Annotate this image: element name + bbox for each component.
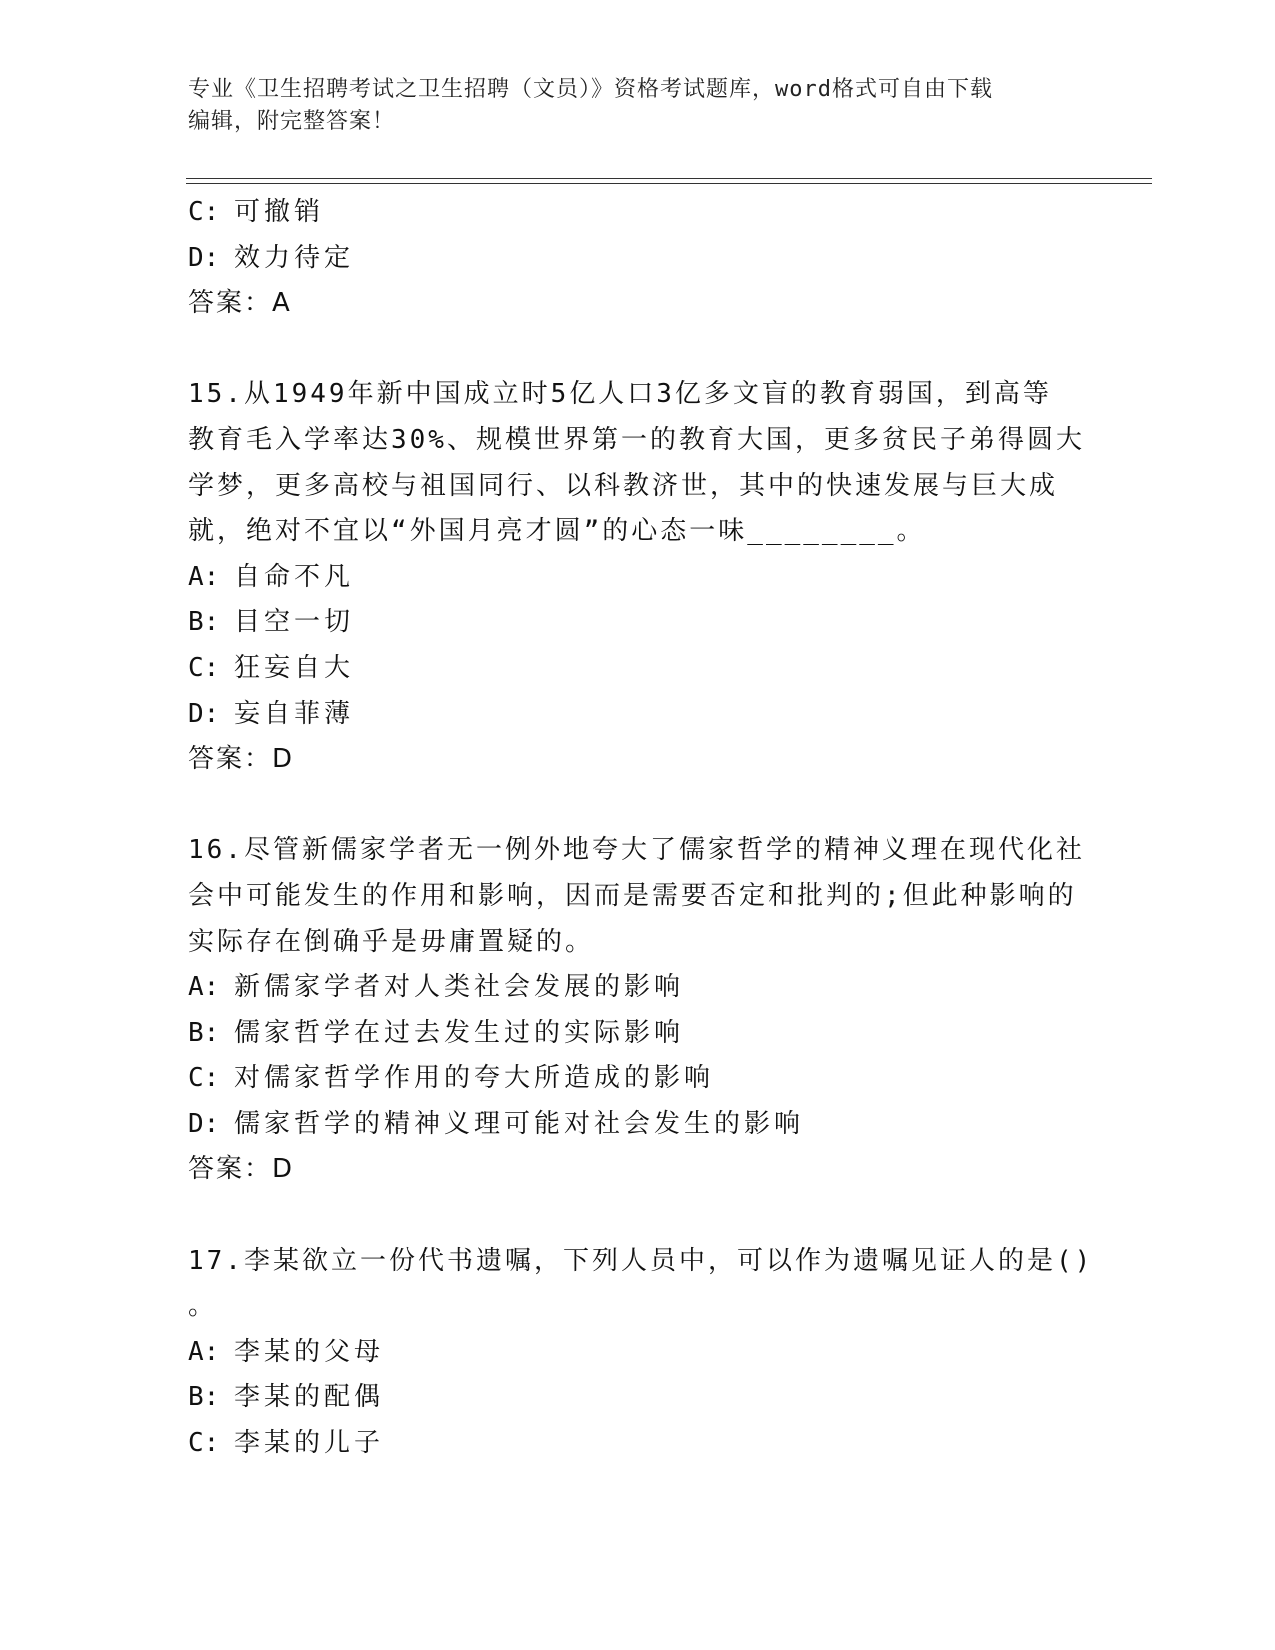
- question-text-line: 就，绝对不宜以“外国月亮才圆”的心态一味________。: [188, 516, 926, 547]
- option-d: D: 效力待定: [188, 242, 355, 273]
- question-text-line: 学梦，更多高校与祖国同行、以科教济世，其中的快速发展与巨大成: [188, 470, 1059, 501]
- question-text-line: 会中可能发生的作用和影响，因而是需要否定和批判的;但此种影响的: [188, 880, 1077, 911]
- option-d: D: 妄自菲薄: [188, 698, 355, 729]
- option-b: B: 李某的配偶: [188, 1382, 385, 1413]
- option-a: A: 李某的父母: [188, 1336, 385, 1367]
- header-line-1: 专业《卫生招聘考试之卫生招聘（文员）》资格考试题库，word格式可自由下载: [188, 77, 993, 102]
- question-content: [188, 190, 1094, 1467]
- option-a: A: 新儒家学者对人类社会发展的影响: [188, 972, 685, 1003]
- option-c: C: 李某的儿子: [188, 1428, 385, 1459]
- question-17: [188, 1239, 1094, 1467]
- option-d: D: 儒家哲学的精神义理可能对社会发生的影响: [188, 1108, 805, 1139]
- answer-line: 答案：D: [188, 1154, 295, 1185]
- page-header: [188, 74, 1088, 138]
- option-c: C: 可撤销: [188, 197, 325, 227]
- header-rule-bottom: [186, 183, 1152, 184]
- question-text-line: 。: [188, 1291, 218, 1322]
- question-text-line: 17.李某欲立一份代书遗嘱，下列人员中，可以作为遗嘱见证人的是(): [188, 1245, 1094, 1276]
- option-b: B: 儒家哲学在过去发生过的实际影响: [188, 1017, 685, 1048]
- question-15: [188, 372, 1088, 782]
- header-line-2: 编辑，附完整答案！: [188, 109, 396, 134]
- question-16: [188, 828, 1088, 1193]
- option-c: C: 狂妄自大: [188, 652, 355, 683]
- question-text-line: 教育毛入学率达30%、规模世界第一的教育大国，更多贫民子弟得圆大: [188, 424, 1085, 455]
- option-c: C: 对儒家哲学作用的夸大所造成的影响: [188, 1063, 715, 1094]
- question-text-line: 16.尽管新儒家学者无一例外地夸大了儒家哲学的精神义理在现代化社: [188, 835, 1085, 866]
- header-rule-top: [186, 178, 1152, 179]
- option-b: B: 目空一切: [188, 607, 355, 638]
- option-a: A: 自命不凡: [188, 561, 355, 592]
- answer-line: 答案：A: [188, 288, 292, 319]
- question-text-line: 实际存在倒确乎是毋庸置疑的。: [188, 926, 595, 957]
- answer-line: 答案：D: [188, 744, 295, 775]
- question-text-line: 15.从1949年新中国成立时5亿人口3亿多文盲的教育弱国，到高等: [188, 379, 1052, 410]
